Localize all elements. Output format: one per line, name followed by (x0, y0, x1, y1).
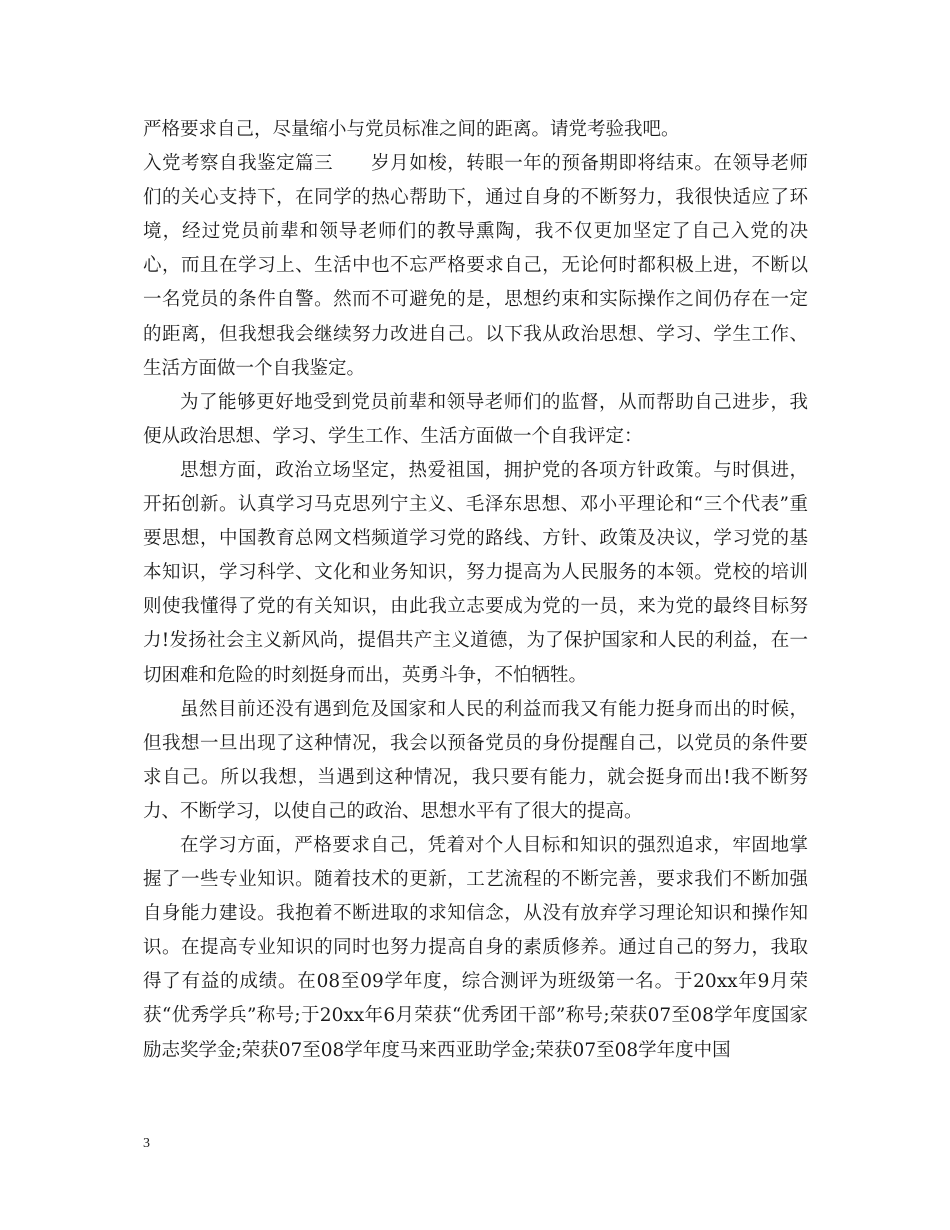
document-body (143, 113, 808, 1068)
paragraph-2: 入党考察自我鉴定篇三 岁月如梭，转眼一年的预备期即将结束。在领导老师们的关心支持下，在同学的热心帮助下，通过自身的不断努力，我很快适应了环境，经过党员前辈和领导老师们的教导熏陶，我不仅更加坚定了自己入党的决心，而且在学习上、生活中也不忘严格要求自己，无论何时都积极上进，不断以一名党员的条件自警。然而不可避免的是，思想约束和实际操作之间仍存在一定的距离，但我想我会继续努力改进自己。以下我从政治思想、学习、学生工作、生活方面做一个自我鉴定。 (143, 153, 808, 379)
paragraph-6: 在学习方面，严格要求自己，凭着对个人目标和知识的强烈追求，牢固地掌握了一些专业知识。随着技术的更新，工艺流程的不断完善，要求我们不断加强自身能力建设。我抱着不断进取的求知信念，从没有放弃学习理论知识和操作知识。在提高专业知识的同时也努力提高自身的素质修养。通过自己的努力，我取得了有益的成绩。在08至09学年度，综合测评为班级第一名。于20xx年9月荣获“优秀学兵”称号;于20xx年6月荣获“优秀团干部”称号;荣获07至08学年度国家励志奖学金;荣获07至08学年度马来西亚助学金;荣获07至08学年度中国 (143, 834, 808, 1061)
paragraph-5: 虽然目前还没有遇到危及国家和人民的利益而我又有能力挺身而出的时候，但我想一旦出现了这种情况，我会以预备党员的身份提醒自己，以党员的条件要求自己。所以我想，当遇到这种情况，我只要有能力，就会挺身而出!我不断努力、不断学习，以使自己的政治、思想水平有了很大的提高。 (143, 698, 808, 822)
paragraph-4: 思想方面，政治立场坚定，热爱祖国，拥护党的各项方针政策。与时俱进，开拓创新。认真学习马克思列宁主义、毛泽东思想、邓小平理论和“三个代表”重要思想，中国教育总网文档频道学习党的路线、方针、政策及决议，学习党的基本知识，学习科学、文化和业务知识，努力提高为人民服务的本领。党校的培训则使我懂得了党的有关知识，由此我立志要成为党的一员，来为党的最终目标努力!发扬社会主义新风尚，提倡共产主义道德，为了保护国家和人民的利益，在一切困难和危险的时刻挺身而出，英勇斗争，不怕牺牲。 (143, 459, 809, 686)
paragraph-3: 为了能够更好地受到党员前辈和领导老师们的监督，从而帮助自己进步，我便从政治思想、学习、学生工作、生活方面做一个自我评定： (143, 391, 808, 447)
paragraph-1: 严格要求自己，尽量缩小与党员标准之间的距离。请党考验我吧。 (143, 119, 680, 140)
page-number: 3 (143, 1136, 150, 1151)
